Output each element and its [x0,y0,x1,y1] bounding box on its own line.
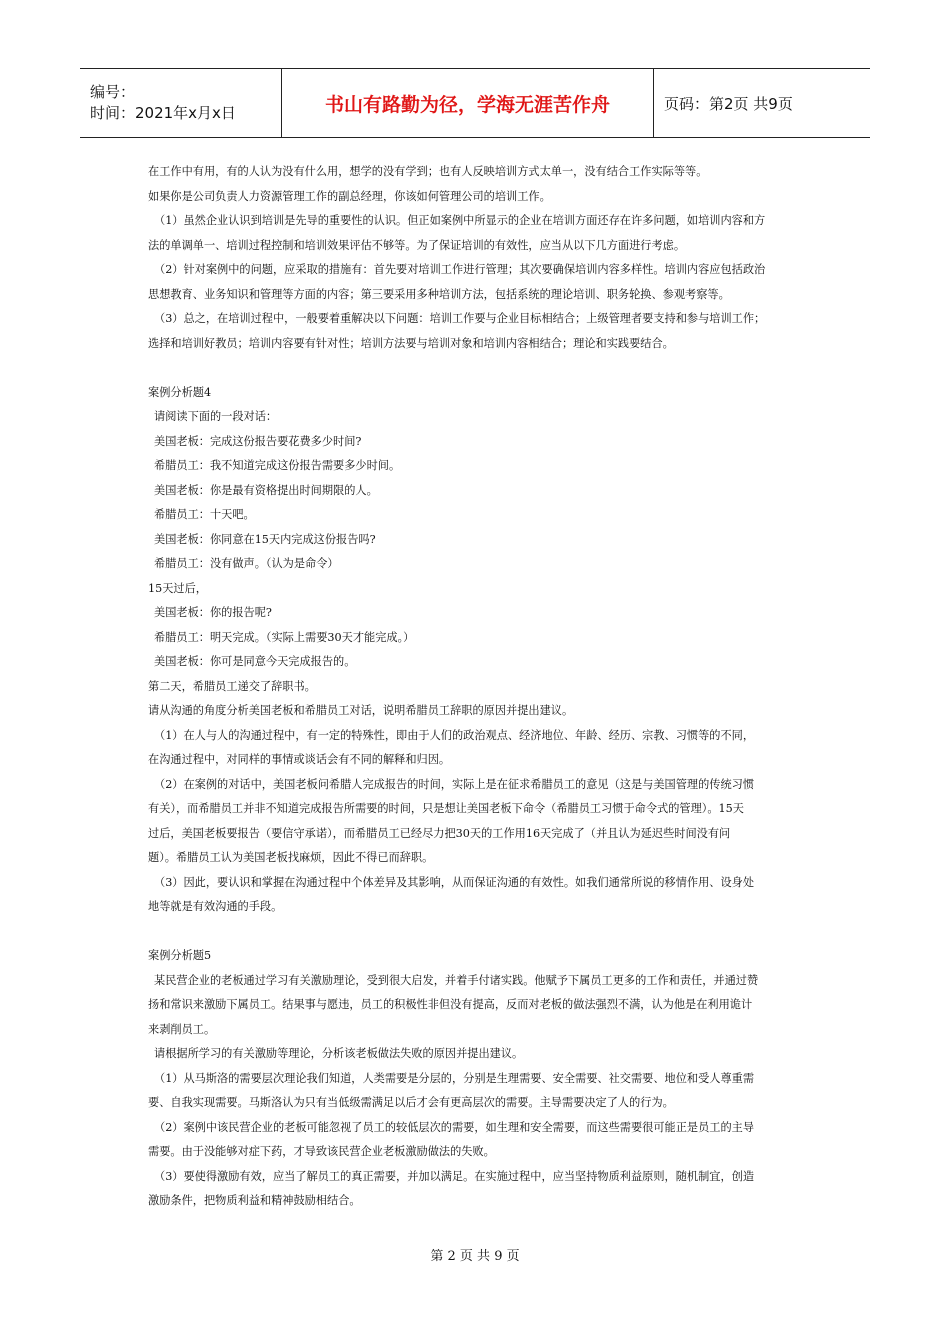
document-number: 编号： [90,83,136,101]
text-line: 请从沟通的角度分析美国老板和希腊员工对话，说明希腊员工辞职的原因并提出建议。 [148,704,574,717]
paragraph-gap [148,356,808,381]
text-line: 法的单调单一、培训过程控制和培训效果评估不够等。为了保证培训的有效性，应当从以下几方面进行考虑。 [148,238,686,252]
text-line: 扬和常识来激励下属员工。结果事与愿违，员工的积极性非但没有提高，反而对老板的做法强烈不满，认为他是在利用诡计 [148,998,753,1011]
text-line: 过后，美国老板要报告（要信守承诺），而希腊员工已经尽力把30天的工作用16天完成了（并且认为延迟些时间没有问 [148,826,731,840]
text-line: 地等就是有效沟通的手段。 [148,900,283,913]
text-line: 美国老板：你可是同意今天完成报告的。 [154,655,356,668]
page-header [80,68,870,138]
text-line: 题）。希腊员工认为美国老板找麻烦，因此不得已而辞职。 [148,851,434,864]
text-line: 美国老板：你同意在15天内完成这份报告吗? [154,532,376,546]
text-line: 有关），而希腊员工并非不知道完成报告所需要的时间，只是想让美国老板下命令（希腊员工习惯于命令式的管理）。15天 [148,802,744,815]
text-line: （2）在案例的对话中，美国老板问希腊人完成报告的时间，实际上是在征求希腊员工的意见（这是与美国管理的传统习惯 [154,777,755,791]
text-line: 激励条件，把物质利益和精神鼓励相结合。 [148,1194,361,1207]
text-line: 思想教育、业务知识和管理等方面的内容；第三要采用多种培训方法，包括系统的理论培训、职务轮换、参观考察等。 [148,287,730,301]
text-line: （2）针对案例中的问题，应采取的措施有：首先要对培训工作进行管理；其次要确保培训内容多样性。培训内容应包括政治 [154,263,766,276]
text-line: 希腊员工：没有做声。（认为是命令） [154,557,339,570]
text-line: 来剥削员工。 [148,1022,216,1036]
text-line: 选择和培训好教员；培训内容要有针对性；培训方法要与培训对象和培训内容相结合；理论和实践要结合。 [148,336,674,350]
text-line: （3）总之，在培训过程中，一般要着重解决以下问题：培训工作要与企业目标相结合；上级管理者要支持和参与培训工作； [154,312,766,325]
text-line: 在工作中有用，有的人认为没有什么用，想学的没有学到；也有人反映培训方式太单一，没有结合工作实际等等。 [148,165,708,178]
text-line: 第二天，希腊员工递交了辞职书。 [148,679,316,693]
document-date: 时间：2021年x月x日 [90,104,236,122]
page-number: 页码：第2页 共9页 [664,94,793,113]
text-line: （1）从马斯洛的需要层次理论我们知道，人类需要是分层的，分别是生理需要、安全需要、社交需要、地位和受人尊重需 [154,1071,755,1085]
text-line: 需要。由于没能够对症下药，才导致该民营企业老板激励做法的失败。 [148,1145,495,1158]
text-line: 美国老板：你是最有资格提出时间期限的人。 [154,483,378,497]
text-line: （3）要使得激励有效，应当了解员工的真正需要，并加以满足。在实施过程中，应当坚持物质利益原则，随机制宜，创造 [154,1169,755,1183]
text-line: 在沟通过程中，对同样的事情或谈话会有不同的解释和归因。 [148,753,451,766]
text-line: 美国老板：完成这份报告要花费多少时间? [154,434,362,448]
text-line: 希腊员工：我不知道完成这份报告需要多少时间。 [154,459,401,472]
text-line: 案例分析题4 [148,385,212,399]
text-line: 如果你是公司负责人力资源管理工作的副总经理，你该如何管理公司的培训工作。 [148,189,551,203]
text-line: （3）因此，要认识和掌握在沟通过程中个体差异及其影响，从而保证沟通的有效性。如我们通常所说的移情作用、设身处 [154,875,755,889]
text-line: 某民营企业的老板通过学习有关激励理论，受到很大启发，并着手付诸实践。他赋予下属员工更多的工作和责任，并通过赞 [154,973,759,987]
text-line: （1）在人与人的沟通过程中，有一定的特殊性，即由于人们的政治观点、经济地位、年龄、经历、宗教、习惯等的不同， [154,728,755,742]
text-line: 请阅读下面的一段对话： [154,410,278,423]
document-body [148,160,808,1214]
page-footer: 第 2 页 共 9 页 [430,1249,520,1264]
text-line: 美国老板：你的报告呢? [154,606,272,619]
header-page-info [654,69,870,137]
text-line: 请根据所学习的有关激励等理论，分析该老板做法失败的原因并提出建议。 [154,1047,524,1060]
text-line: 案例分析题5 [148,949,212,962]
header-info [80,69,282,137]
paragraph-gap [148,920,808,945]
header-motto [282,69,654,137]
text-line: （1）虽然企业认识到培训是先导的重要性的认识。但正如案例中所显示的企业在培训方面还存在许多问题，如培训内容和方 [154,214,766,227]
text-line: 希腊员工：明天完成。（实际上需要30天才能完成。） [154,630,415,644]
motto-text: 书山有路勤为径，学海无涯苦作舟 [324,93,610,116]
text-line: 要、自我实现需要。马斯洛认为只有当低级需满足以后才会有更高层次的需要。主导需要决定了人的行为。 [148,1096,674,1109]
text-line: 15天过后， [148,581,207,595]
text-line: 希腊员工：十天吧。 [154,508,255,521]
text-line: （2）案例中该民营企业的老板可能忽视了员工的较低层次的需要，如生理和安全需要，而这些需要很可能正是员工的主导 [154,1120,755,1134]
